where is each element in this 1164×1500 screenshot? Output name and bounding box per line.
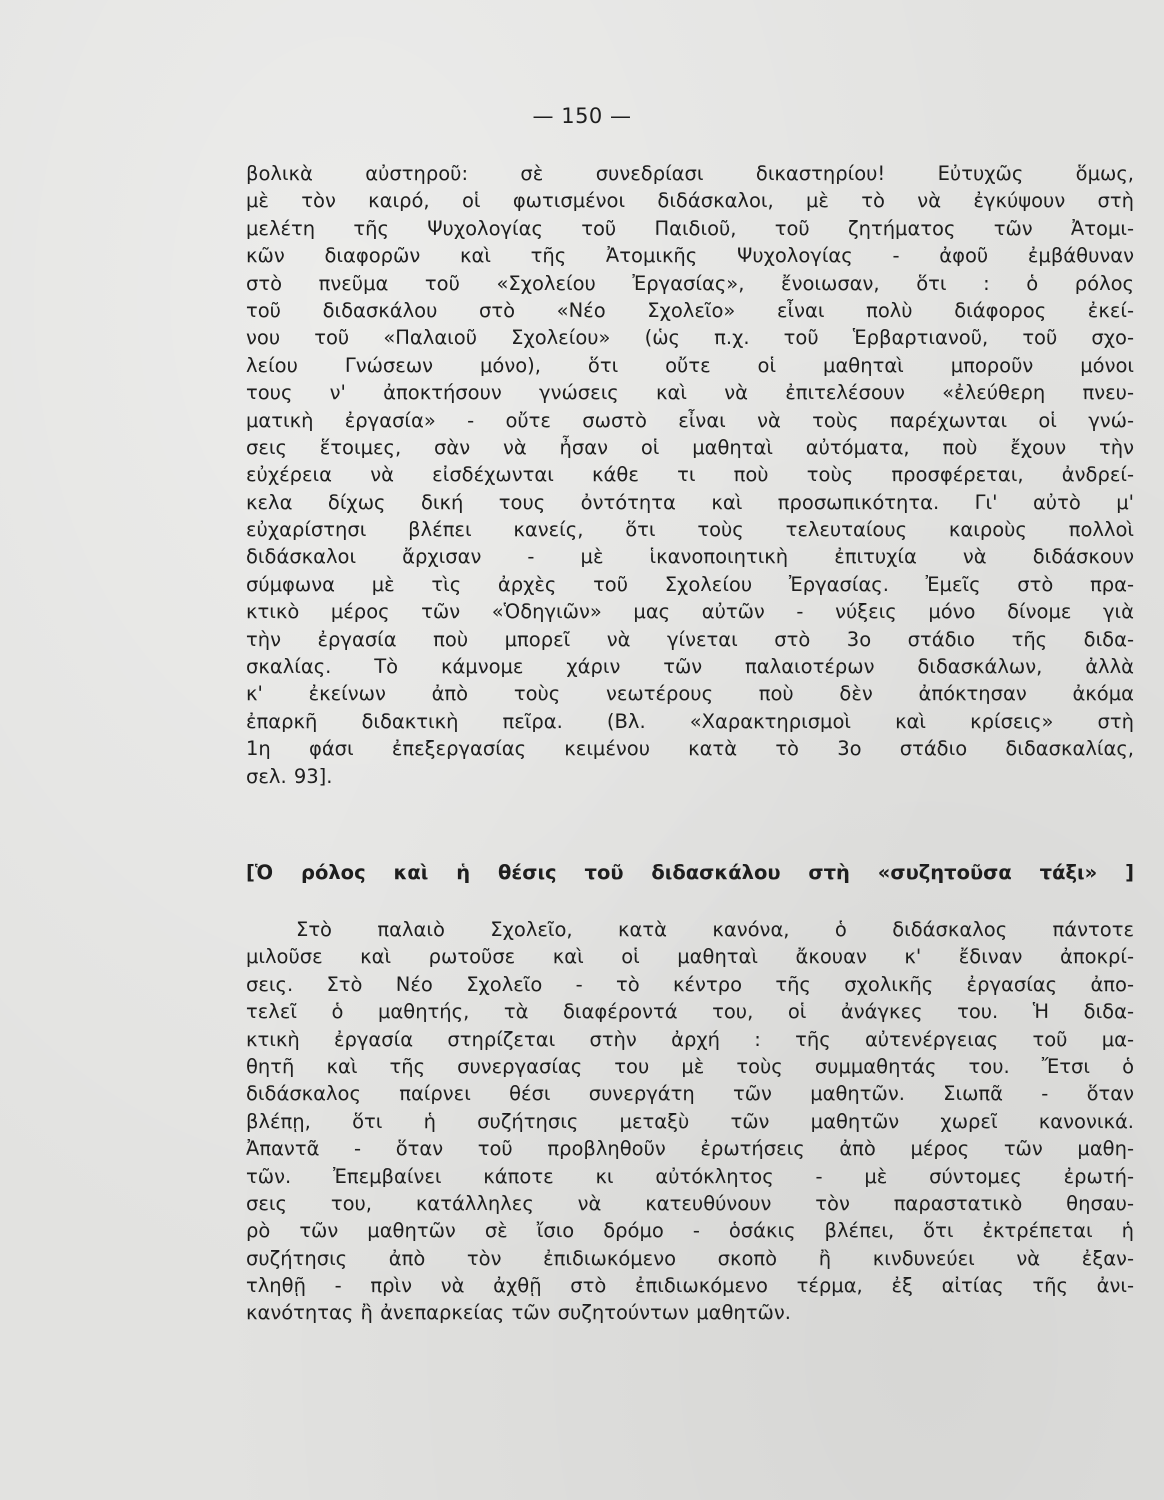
section-heading: [Ὁ ρόλος καὶ ἡ θέσις τοῦ διδασκάλου στὴ «συζητοῦσα τάξι» ] [246,861,1134,884]
text-line: διδάσκαλοι ἄρχισαν - μὲ ἱκανοποιητικὴ ἐπιτυχία νὰ διδάσκουν [246,545,1134,569]
text-line: σκαλίας. Τὸ κάμνομε χάριν τῶν παλαιοτέρων διδασκάλων, ἀλλὰ [246,655,1134,679]
text-line: τους ν' ἀποκτήσουν γνώσεις καὶ νὰ ἐπιτελέσουν «ἐλεύθερη πνευ- [246,381,1134,405]
text-line: βλέπῃ, ὅτι ἡ συζήτησις μεταξὺ τῶν μαθητῶν χωρεῖ κανονικά. [246,1109,1134,1133]
text-line: σεις ἕτοιμες, σὰν νὰ ἦσαν οἱ μαθηταὶ αὐτόματα, ποὺ ἔχουν τὴν [246,435,1134,459]
text-line: σεις του, κατάλληλες νὰ κατευθύνουν τὸν παραστατικὸ θησαυ- [246,1191,1134,1215]
text-line: σύμφωνα μὲ τὶς ἀρχὲς τοῦ Σχολείου Ἐργασίας. Ἐμεῖς στὸ πρα- [246,572,1134,596]
text-line: κανότητας ἢ ἀνεπαρκείας τῶν συζητούντων μαθητῶν. [246,1301,791,1325]
paragraph-1 [246,160,1134,790]
text-line: 1η φάσι ἐπεξεργασίας κειμένου κατὰ τὸ 3ο στάδιο διδασκαλίας, [246,737,1134,761]
text-line: τὴν ἐργασία ποὺ μπορεῖ νὰ γίνεται στὸ 3ο στάδιο τῆς διδα- [246,627,1134,651]
text-line: βολικὰ αὐστηροῦ: σὲ συνεδρίασι δικαστηρίου! Εὐτυχῶς ὅμως, [246,162,1134,185]
text-line: κτικὴ ἐργασία στηρίζεται στὴν ἀρχή : τῆς αὐτενέργειας τοῦ μα- [246,1027,1134,1051]
text-line: τληθῇ - πρὶν νὰ ἀχθῇ στὸ ἐπιδιωκόμενο τέρμα, ἐξ αἰτίας τῆς ἀνι- [246,1274,1134,1298]
text-line: Στὸ παλαιὸ Σχολεῖο, κατὰ κανόνα, ὁ διδάσκαλος πάντοτε [296,918,1134,941]
text-line: σελ. 93]. [246,764,333,788]
text-line: Ἀπαντᾶ - ὅταν τοῦ προβληθοῦν ἐρωτήσεις ἀπὸ μέρος τῶν μαθη- [246,1137,1134,1161]
text-line: ρὸ τῶν μαθητῶν σὲ ἴσιο δρόμο - ὁσάκις βλέπει, ὅτι ἐκτρέπεται ἡ [246,1219,1134,1243]
paragraph-2 [246,916,1134,1327]
text-line: εὐχαρίστησι βλέπει κανείς, ὅτι τοὺς τελευταίους καιροὺς πολλοὶ [246,518,1134,542]
page-number: — 150 — [532,104,632,128]
text-line: κελα δίχως δική τους ὀντότητα καὶ προσωπικότητα. Γι' αὐτὸ μ' [246,490,1134,514]
text-line: μελέτη τῆς Ψυχολογίας τοῦ Παιδιοῦ, τοῦ ζητήματος τῶν Ἀτομι- [246,216,1134,240]
text-line: τελεῖ ὁ μαθητής, τὰ διαφέροντά του, οἱ ἀνάγκες του. Ἡ διδα- [246,1000,1134,1024]
text-line: εὐχέρεια νὰ εἰσδέχωνται κάθε τι ποὺ τοὺς προσφέρεται, ἀνδρεί- [246,463,1134,487]
text-line: κῶν διαφορῶν καὶ τῆς Ἀτομικῆς Ψυχολογίας - ἀφοῦ ἐμβάθυναν [246,244,1134,268]
text-line: ἐπαρκῆ διδακτικὴ πεῖρα. (Βλ. «Χαρακτηρισμοὶ καὶ κρίσεις» στὴ [246,709,1134,733]
text-line: σεις. Στὸ Νέο Σχολεῖο - τὸ κέντρο τῆς σχολικῆς ἐργασίας ἀπο- [246,972,1134,996]
text-line: συζήτησις ἀπὸ τὸν ἐπιδιωκόμενο σκοπὸ ἢ κινδυνεύει νὰ ἐξαν- [246,1246,1134,1270]
text-line: κτικὸ μέρος τῶν «Ὁδηγιῶν» μας αὐτῶν - νύξεις μόνο δίνομε γιὰ [246,600,1134,624]
text-line: διδάσκαλος παίρνει θέσι συνεργάτη τῶν μαθητῶν. Σιωπᾶ - ὅταν [246,1082,1134,1106]
text-line: τῶν. Ἐπεμβαίνει κάποτε κι αὐτόκλητος - μὲ σύντομες ἐρωτή- [246,1164,1134,1188]
text-line: στὸ πνεῦμα τοῦ «Σχολείου Ἐργασίας», ἔνοιωσαν, ὅτι : ὁ ρόλος [246,271,1134,295]
text-line: θητῆ καὶ τῆς συνεργασίας του μὲ τοὺς συμμαθητάς του. Ἔτσι ὁ [246,1054,1134,1078]
text-line: μιλοῦσε καὶ ρωτοῦσε καὶ οἱ μαθηταὶ ἄκουαν κ' ἔδιναν ἀποκρί- [246,945,1134,969]
text-line: κ' ἐκείνων ἀπὸ τοὺς νεωτέρους ποὺ δὲν ἀπόκτησαν ἀκόμα [246,682,1134,706]
text-line: νου τοῦ «Παλαιοῦ Σχολείου» (ὡς π.χ. τοῦ Ἑρβαρτιανοῦ, τοῦ σχο- [246,326,1134,350]
text-line: τοῦ διδασκάλου στὸ «Νέο Σχολεῖο» εἶναι πολὺ διάφορος ἐκεί- [246,298,1134,322]
text-line: μὲ τὸν καιρό, οἱ φωτισμένοι διδάσκαλοι, μὲ τὸ νὰ ἐγκύψουν στὴ [246,189,1134,213]
text-line: ματικὴ ἐργασία» - οὔτε σωστὸ εἶναι νὰ τοὺς παρέχωνται οἱ γνώ- [246,408,1134,432]
text-line: λείου Γνώσεων μόνο), ὅτι οὔτε οἱ μαθηταὶ μποροῦν μόνοι [246,353,1134,377]
